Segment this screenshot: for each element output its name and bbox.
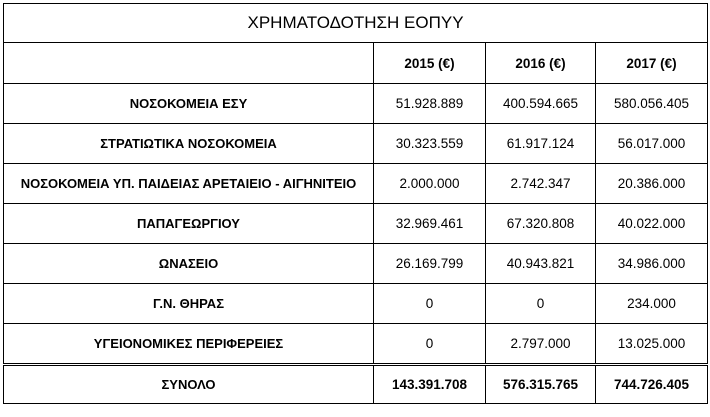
title-row — [4, 4, 708, 43]
cell-2015: 51.928.889 — [374, 84, 486, 124]
table-row — [4, 284, 708, 324]
table-row — [4, 204, 708, 244]
row-label: ΥΓΕΙΟΝΟΜΙΚΕΣ ΠΕΡΙΦΕΡΕΙΕΣ — [4, 324, 374, 365]
cell-2015: 0 — [374, 324, 486, 365]
cell-2017: 13.025.000 — [596, 324, 708, 365]
cell-2016: 2.742.347 — [486, 164, 596, 204]
total-label: ΣΥΝΟΛΟ — [4, 365, 374, 404]
cell-2016: 40.943.821 — [486, 244, 596, 284]
table-row — [4, 244, 708, 284]
total-row — [4, 365, 708, 404]
cell-2016: 2.797.000 — [486, 324, 596, 365]
cell-2015: 32.969.461 — [374, 204, 486, 244]
cell-2016: 0 — [486, 284, 596, 324]
cell-2015: 26.169.799 — [374, 244, 486, 284]
cell-2017: 20.386.000 — [596, 164, 708, 204]
cell-2016: 400.594.665 — [486, 84, 596, 124]
total-2017: 744.726.405 — [596, 365, 708, 404]
table-row — [4, 324, 708, 365]
header-cell-2015: 2015 (€) — [374, 43, 486, 84]
table-row — [4, 164, 708, 204]
row-label: ΠΑΠΑΓΕΩΡΓΙΟΥ — [4, 204, 374, 244]
header-cell-2016: 2016 (€) — [486, 43, 596, 84]
total-2015: 143.391.708 — [374, 365, 486, 404]
cell-2017: 234.000 — [596, 284, 708, 324]
cell-2017: 580.056.405 — [596, 84, 708, 124]
cell-2017: 34.986.000 — [596, 244, 708, 284]
cell-2017: 40.022.000 — [596, 204, 708, 244]
header-cell-2017: 2017 (€) — [596, 43, 708, 84]
table-row — [4, 124, 708, 164]
table-row — [4, 84, 708, 124]
cell-2015: 2.000.000 — [374, 164, 486, 204]
cell-2015: 0 — [374, 284, 486, 324]
cell-2016: 67.320.808 — [486, 204, 596, 244]
row-label: ΩΝΑΣΕΙΟ — [4, 244, 374, 284]
row-label: ΝΟΣΟΚΟΜΕΙΑ ΥΠ. ΠΑΙΔΕΙΑΣ ΑΡΕΤΑΙΕΙΟ - ΑΙΓΗΝΙΤΕΙΟ — [4, 164, 374, 204]
row-label: ΣΤΡΑΤΙΩΤΙΚΑ ΝΟΣΟΚΟΜΕΙΑ — [4, 124, 374, 164]
cell-2017: 56.017.000 — [596, 124, 708, 164]
total-2016: 576.315.765 — [486, 365, 596, 404]
row-label: ΝΟΣΟΚΟΜΕΙΑ ΕΣΥ — [4, 84, 374, 124]
row-label: Γ.Ν. ΘΗΡΑΣ — [4, 284, 374, 324]
cell-2016: 61.917.124 — [486, 124, 596, 164]
funding-table — [3, 3, 708, 404]
cell-2015: 30.323.559 — [374, 124, 486, 164]
header-row — [4, 43, 708, 84]
header-cell-empty — [4, 43, 374, 84]
table-title: ΧΡΗΜΑΤΟΔΟΤΗΣΗ ΕΟΠΥΥ — [4, 4, 708, 43]
